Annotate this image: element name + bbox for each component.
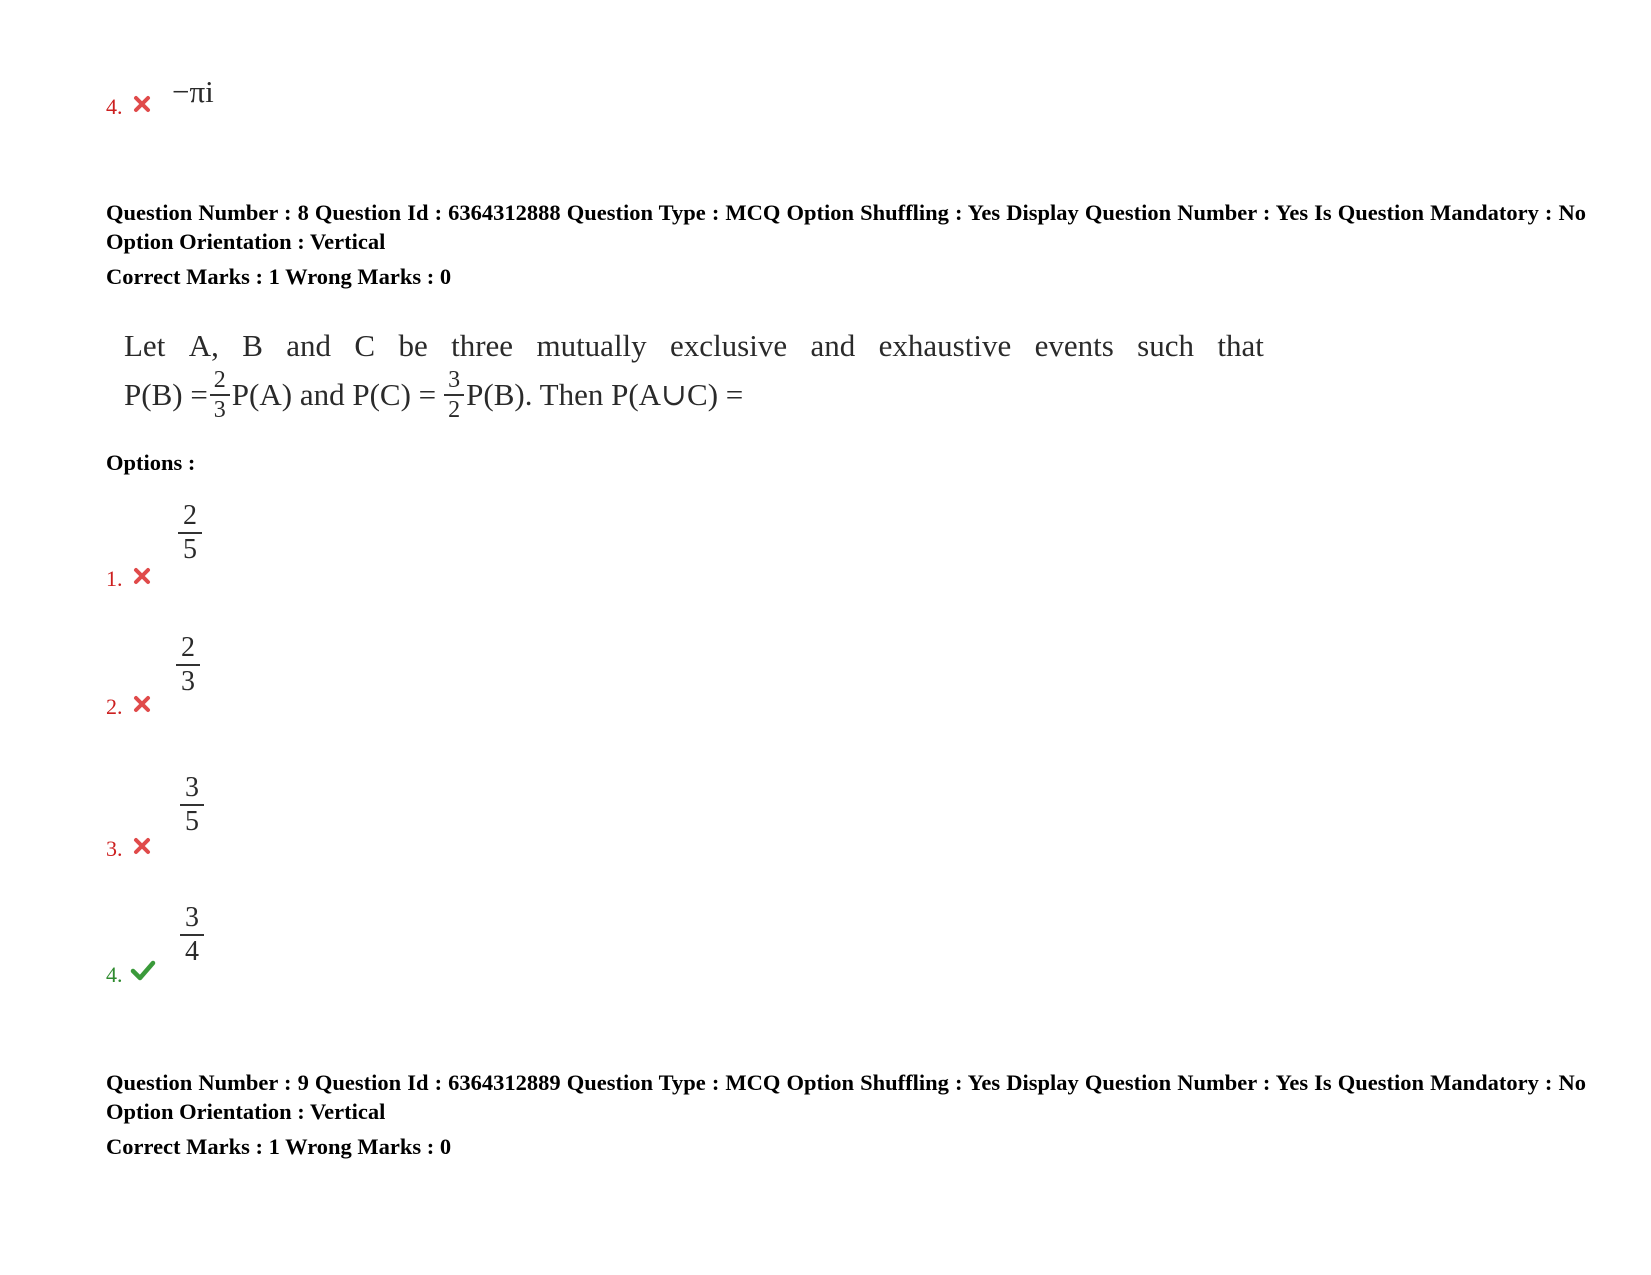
fraction-bar [210, 394, 230, 396]
numerator: 2 [183, 500, 197, 531]
denominator: 4 [185, 935, 199, 967]
denominator: 3 [213, 396, 226, 423]
fraction-bar [444, 394, 464, 396]
option-number: 4. [106, 94, 123, 119]
equation-part: P(B) = [124, 376, 208, 412]
option-fraction [180, 774, 204, 836]
option-fraction [178, 502, 202, 564]
word: and [286, 328, 332, 363]
equation-part: P(A) and P(C) = [231, 376, 437, 412]
cross-icon [132, 694, 152, 714]
word: three [451, 328, 514, 363]
question-text-line1 [124, 328, 1264, 364]
word: be [398, 328, 428, 363]
word: mutually [536, 328, 647, 363]
word: and [810, 328, 856, 363]
word: Let [124, 328, 166, 363]
numerator: 3 [185, 772, 199, 803]
numerator: 3 [185, 902, 199, 933]
option-number: 2. [106, 694, 123, 719]
option-text: −πi [172, 74, 214, 109]
fraction [210, 368, 230, 422]
question-meta: Question Number : 8 Question Id : 6364312888 Question Type : MCQ Option Shuffling : Yes Display Question Number : Yes Is Question Mandatory : No Option Orientation : Vertical [106, 200, 1586, 254]
denominator: 5 [185, 805, 199, 837]
cross-icon [132, 566, 152, 586]
word: such [1137, 328, 1194, 363]
numerator: 3 [448, 367, 461, 393]
word: B [242, 328, 263, 363]
denominator: 5 [183, 533, 197, 565]
question-marks: Correct Marks : 1 Wrong Marks : 0 [106, 1134, 452, 1159]
denominator: 2 [448, 396, 461, 423]
word: C [354, 328, 376, 363]
word: exclusive [670, 328, 788, 363]
options-label: Options : [106, 450, 196, 475]
denominator: 3 [181, 665, 195, 697]
fraction [444, 368, 464, 422]
option-fraction [176, 634, 200, 696]
word: that [1217, 328, 1264, 363]
numerator: 2 [181, 632, 195, 663]
option-number: 4. [106, 962, 123, 987]
question-text-line2 [124, 368, 743, 422]
cross-icon [132, 836, 152, 856]
word: A, [188, 328, 219, 363]
question-meta: Question Number : 9 Question Id : 6364312889 Question Type : MCQ Option Shuffling : Yes Display Question Number : Yes Is Question Mandatory : No Option Orientation : Vertical [106, 1070, 1586, 1124]
equation-part: P(B). Then P(A∪C) = [466, 376, 744, 412]
option-number: 3. [106, 836, 123, 861]
question-marks: Correct Marks : 1 Wrong Marks : 0 [106, 264, 452, 289]
word: exhaustive [878, 328, 1012, 363]
word: events [1034, 328, 1114, 363]
check-icon [130, 958, 156, 982]
option-fraction [180, 904, 204, 966]
option-number: 1. [106, 566, 123, 591]
numerator: 2 [213, 367, 226, 393]
cross-icon [132, 94, 152, 114]
